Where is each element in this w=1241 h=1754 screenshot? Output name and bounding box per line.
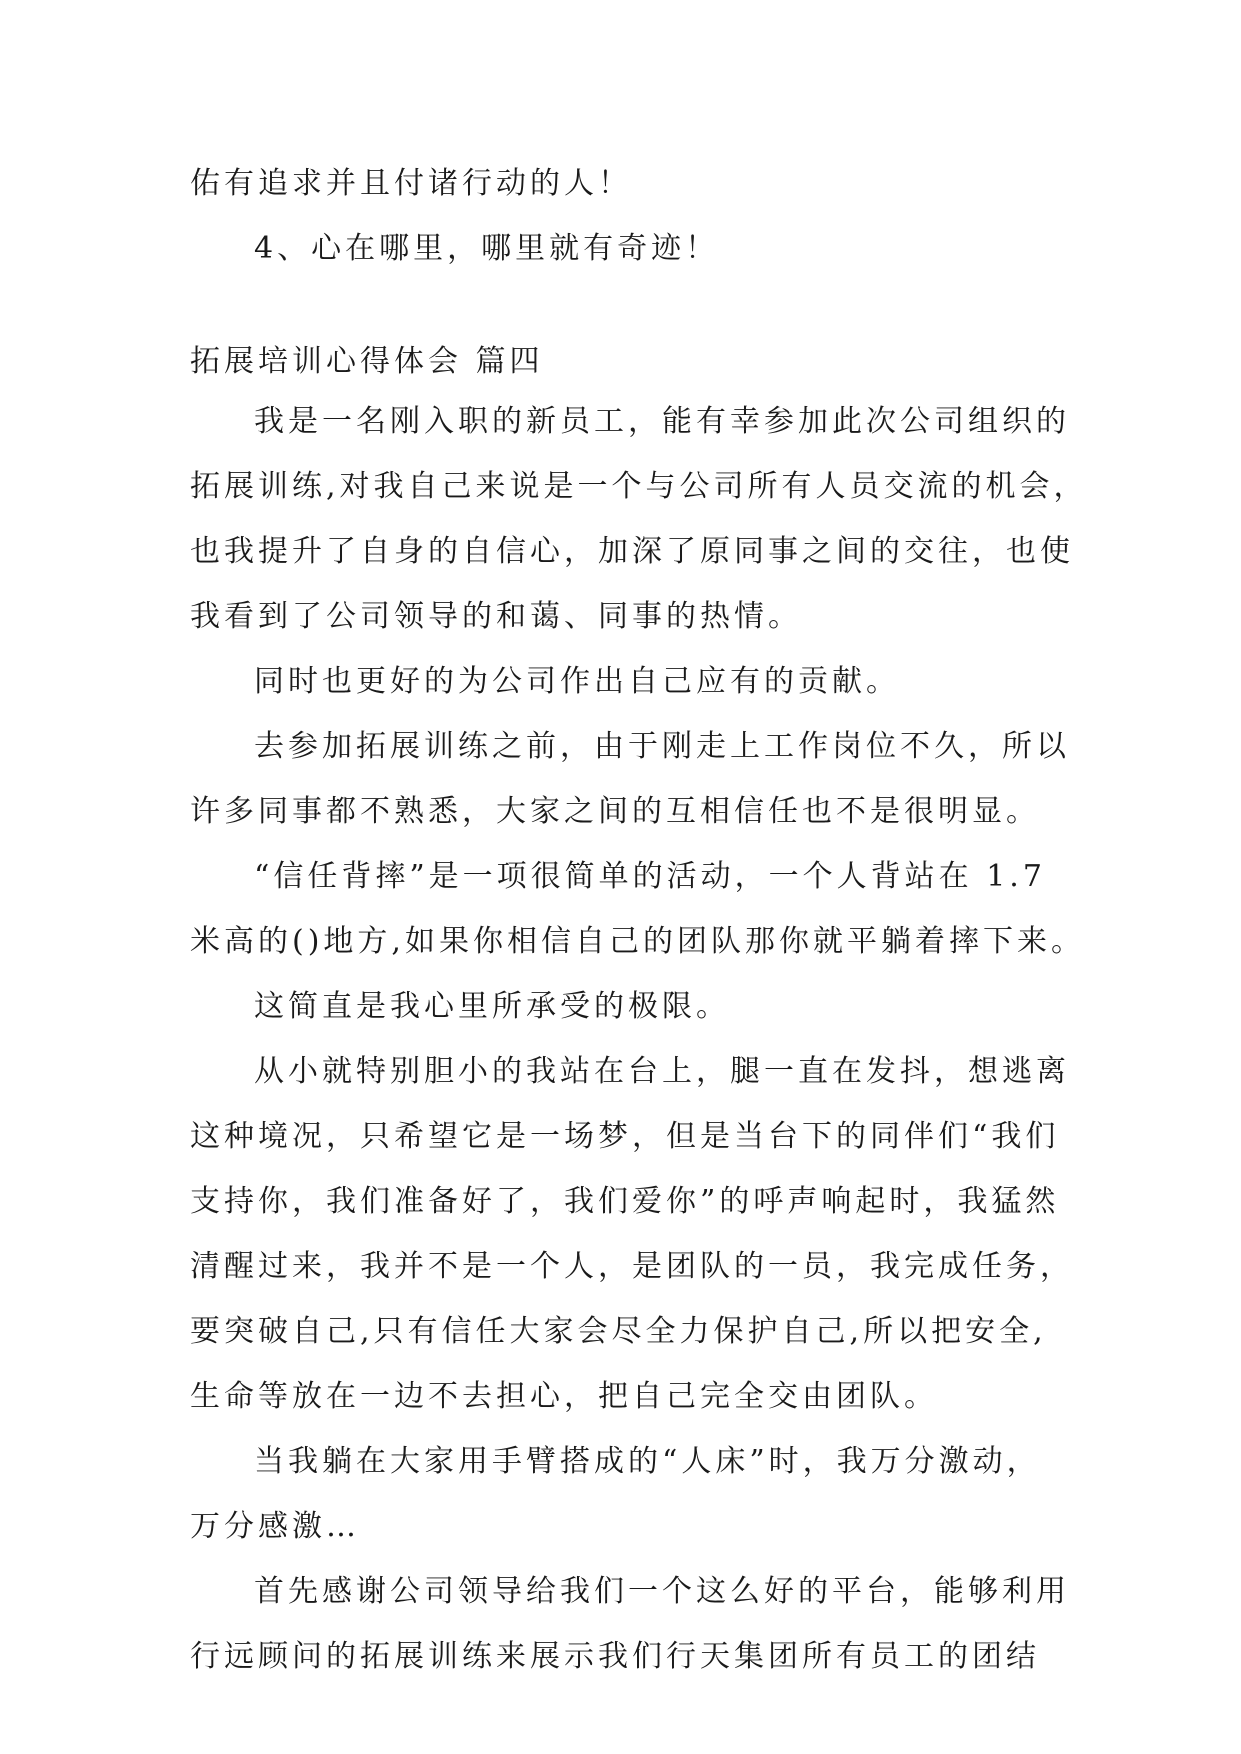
text-line: 4、心在哪里，哪里就有奇迹！ (254, 231, 720, 266)
text-line: 许多同事都不熟悉，大家之间的互相信任也不是很明显。 (190, 794, 1040, 829)
text-line: 佑有追求并且付诸行动的人！ (190, 166, 632, 201)
text-line: 去参加拓展训练之前，由于刚走上工作岗位不久，所以 (254, 729, 1070, 764)
text-line: 当我躺在大家用手臂搭成的“人床”时，我万分激动， (254, 1444, 1041, 1479)
text-line: 米高的()地方,如果你相信自己的团队那你就平躺着摔下来。 (190, 924, 1085, 959)
text-line: 也我提升了自身的自信心，加深了原同事之间的交往，也使 (190, 534, 1074, 569)
text-line: 清醒过来，我并不是一个人，是团队的一员，我完成任务， (190, 1249, 1074, 1284)
text-line: 我是一名刚入职的新员工，能有幸参加此次公司组织的 (254, 404, 1070, 439)
text-line: 首先感谢公司领导给我们一个这么好的平台，能够利用 (254, 1574, 1070, 1609)
text-line: 支持你，我们准备好了，我们爱你”的呼声响起时，我猛然 (190, 1184, 1060, 1219)
text-line: “信任背摔”是一项很简单的活动，一个人背站在 1.7 (254, 859, 1046, 894)
text-line: 万分感激… (190, 1509, 360, 1544)
text-line: 这种境况，只希望它是一场梦，但是当台下的同伴们“我们 (190, 1119, 1060, 1154)
text-line: 要突破自己,只有信任大家会尽全力保护自己,所以把安全, (190, 1314, 1047, 1349)
text-line: 从小就特别胆小的我站在台上，腿一直在发抖，想逃离 (254, 1054, 1070, 1089)
text-line: 同时也更好的为公司作出自己应有的贡献。 (254, 664, 900, 699)
text-line: 拓展训练,对我自己来说是一个与公司所有人员交流的机会， (190, 469, 1088, 504)
text-line: 我看到了公司领导的和蔼、同事的热情。 (190, 599, 802, 634)
text-line: 生命等放在一边不去担心，把自己完全交由团队。 (190, 1379, 938, 1414)
text-line: 这简直是我心里所承受的极限。 (254, 989, 730, 1024)
text-line: 行远顾问的拓展训练来展示我们行天集团所有员工的团结 (190, 1639, 1040, 1674)
section-heading: 拓展培训心得体会 篇四 (190, 344, 544, 379)
